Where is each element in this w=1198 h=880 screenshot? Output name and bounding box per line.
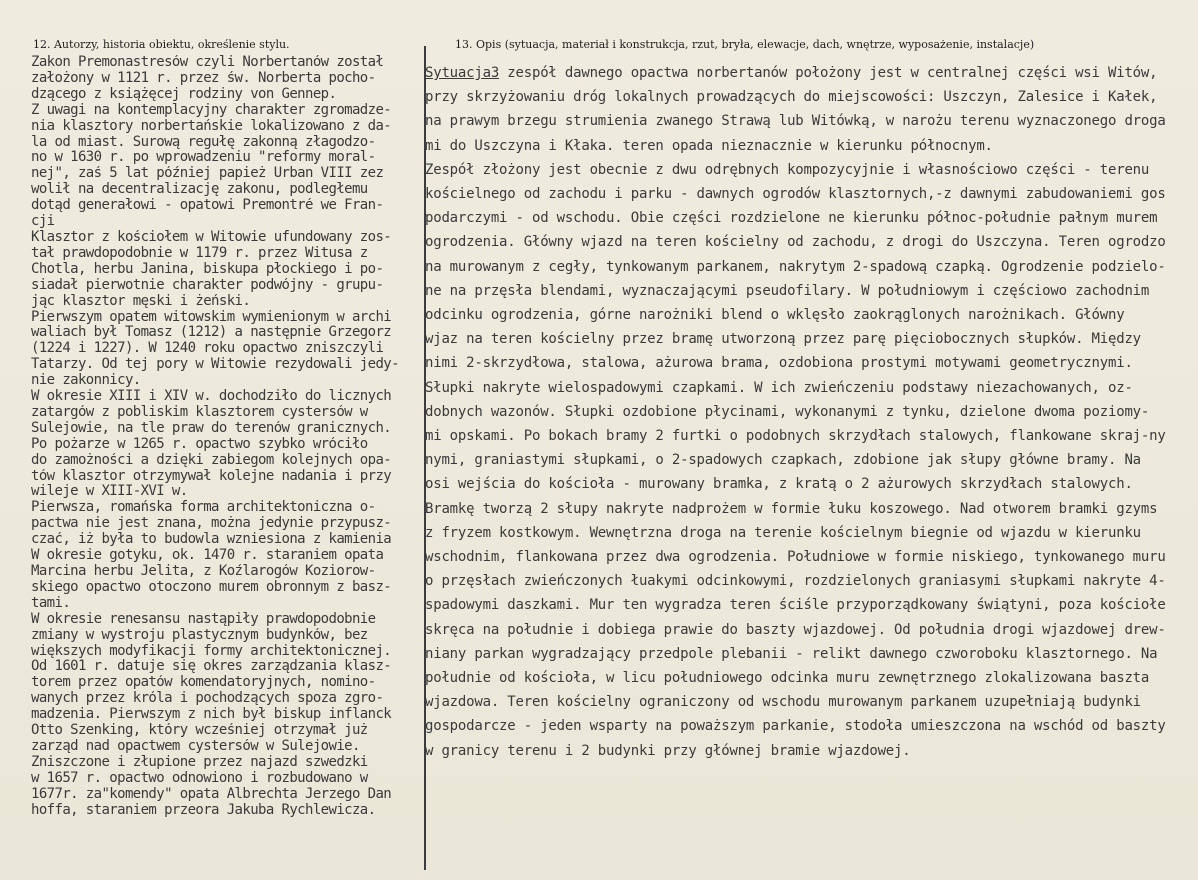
description-line: ne na przęsła blendami, wyznaczającymi pseudofilary. W południowym i częściowo zachodnim [425, 282, 1150, 299]
description-line: mi do Uszczyna i Kłaka. teren opada nieznacznie w kierunku północnym. [425, 137, 993, 154]
history-line: pactwa nie jest znana, można jedynie przypusz- [31, 516, 392, 532]
history-line: Po pożarze w 1265 r. opactwo szybko wróciło [31, 436, 368, 452]
history-line: Pierwsza, romańska forma architektoniczna o- [31, 500, 376, 516]
description-line: Słupki nakryte wielospadowymi czapkami. W ich zwieńczeniu podstawy niezachowanych, oz- [425, 379, 1133, 396]
history-line: wolił na decentralizację zakonu, podległemu [31, 182, 368, 198]
history-line: W okresie XIII i XIV w. dochodziło do licznych [31, 389, 392, 405]
history-line: zatargów z pobliskim klasztorem cystersów w [31, 404, 368, 420]
description-line: skręca na południe i dobiega prawie do baszty wjazdowej. Od południa drogi wjazdowej drew- [425, 621, 1166, 638]
history-line: 1677r. za"komendy" opata Albrechta Jerzego Dan [31, 786, 392, 802]
description-line: gospodarcze - jeden wsparty na poważszym parkanie, stodoła umieszczona na wschód od baszty [425, 718, 1166, 735]
description-line: odcinku ogrodzenia, górne narożniki blend o wklęsło zaokrąglonych narożnikach. Główny [425, 307, 1125, 324]
history-line: Z uwagi na kontemplacyjny charakter zgromadze- [31, 102, 392, 118]
description-line: w granicy terenu i 2 budynki przy głównej bramie wjazdowej. [425, 742, 911, 759]
description-line: wjazdowa. Teren kościelny ograniczony od wschodu murowanym parkanem uzupełniają budynki [425, 694, 1141, 711]
description-line: ogrodzenia. Główny wjazd na teren kościelny od zachodu, z drogi do Uszczyna. Teren ogrodzo [425, 234, 1166, 251]
description-line: kościelnego od zachodu i parku - dawnych ogrodów klasztornych,-z dawnymi zabudowaniemi gos [425, 186, 1166, 203]
history-line: większych modyfikacji formy architektonicznej. [31, 643, 392, 659]
history-line: zmiany w wystroju plastycznym budynków, bez [31, 627, 368, 643]
history-line: Marcina herbu Jelita, z Koźlarogów Koziorow- [31, 564, 376, 579]
history-line: Zniszczone i złupione przez najazd szwedzki [31, 754, 368, 770]
history-line: tów klasztor otrzymywał kolejne nadania i przy [31, 468, 392, 484]
description-line: spadowymi daszkami. Mur ten wygradza teren ściśle przyporządkowany świątyni, poza kościołe [425, 597, 1166, 614]
history-line: Chotla, herbu Janina, biskupa płockiego i po- [31, 261, 384, 277]
description-line: o przęsłach zwieńczonych łuakymi odcinkowymi, rozdzielonych graniasymi słupkami nakryte 4- [425, 573, 1166, 590]
description-line: osi wejścia do kościoła - murowany bramka, z kratą o 2 ażurowych skrzydłach stalowych. [425, 476, 1133, 493]
history-line: skiego opactwo otoczono murem obronnym z basz- [31, 579, 392, 595]
history-line: tami. [31, 595, 71, 611]
history-line: Od 1601 r. datuje się okres zarządzania klasz- [31, 659, 392, 675]
history-line: madzenia. Pierwszym z nich był biskup inflanck [31, 707, 392, 723]
description-line: z fryzem kostkowym. Wewnętrzna droga na terenie kościelnym biegnie od wjazdu w kierunku [425, 524, 1141, 541]
description-line: nimi 2-skrzydłowa, stalowa, ażurowa brama, ozdobiona prostymi motywami geometrycznymi. [425, 355, 1133, 372]
history-line: tał prawdopodobnie w 1179 r. przez Witusa z [31, 245, 368, 261]
description-line-rest: zespół dawnego opactwa norbertanów położony jest w centralnej części wsi Witów, [499, 65, 1158, 81]
history-line: la od miast. Surową regułę zakonną złagodzo- [31, 134, 376, 150]
description-text-column [425, 61, 1195, 763]
history-line: wanych przez króla i pochodzących spoza zgro- [31, 691, 384, 707]
description-line: południe od kościoła, w licu południowego odcinka muru zewnętrznego zlokalizowana baszta [425, 670, 1150, 687]
section-lead-word: Sytuacja3 [425, 65, 500, 81]
description-line: Zespół złożony jest obecnie z dwu odrębnych kompozycyjnie i własnościowo części - terenu [425, 161, 1150, 178]
history-line: do zamożności a dzięki zabiegom kolejnych opa- [31, 452, 392, 468]
history-line: nie zakonnicy. [31, 373, 141, 389]
history-line: Sulejowie, na tle praw do terenów granicznych. [31, 420, 392, 436]
history-line: Zakon Premonastresów czyli Norbertanów został [31, 55, 384, 70]
description-line: Bramkę tworzą 2 słupy nakryte nadprożem w formie łuku koszowego. Nad otworem bramki gzyms [425, 500, 1158, 517]
history-text-column [31, 55, 423, 819]
history-line: cji [31, 214, 55, 230]
history-line: wileje w XIII-XVI w. [31, 484, 188, 500]
description-line: przy skrzyżowaniu dróg lokalnych prowadzących do miejscowości: Uszczyn, Zalesice i Kałek, [425, 89, 1158, 106]
history-line: jąc klasztor męski i żeński. [31, 293, 251, 309]
description-line: dobnych wazonów. Słupki ozdobione płycinami, wykonanymi z tynku, dzielone dwoma poziomy- [425, 403, 1150, 420]
history-line: no w 1630 r. po wprowadzeniu "reformy moral- [31, 150, 376, 166]
description-line: na prawym brzegu strumienia zwanego Strawą lub Witówką, w narożu terenu wyznaczonego droga [425, 113, 1166, 130]
description-line: mi opskami. Po bokach bramy 2 furtki o podobnych skrzydłach stalowych, flankowane skraj-ny [425, 428, 1166, 445]
history-line: w 1657 r. opactwo odnowiono i rozbudowano w [31, 770, 368, 786]
history-line: hoffa, staraniem przeora Jakuba Rychlewicza. [31, 802, 376, 818]
history-line: W okresie gotyku, ok. 1470 r. staraniem opata [31, 548, 384, 564]
history-line: dzącego z książęcej rodziny von Gennep. [31, 86, 337, 102]
description-line: podarczymi - od wschodu. Obie części rozdzielone ne kierunku północ-południe pałnym murem [425, 210, 1158, 227]
history-line: dotąd generałowi - opatowi Premontré we Fran- [31, 198, 384, 214]
description-line: wjaz na teren kościelny przez bramę utworzoną przez parę pięciobocznych słupków. Między [425, 331, 1141, 348]
history-line: torem przez opatów komendatoryjnych, nomino- [31, 675, 376, 691]
history-line: Tatarzy. Od tej pory w Witowie rezydowali jedy- [31, 357, 399, 373]
description-line: nymi, graniastymi słupkami, o 2-spadowych czapkach, zdobione jak słupy główne bramy. Na [425, 452, 1141, 469]
history-line: czać, iż była to budowla wzniesiona z kamienia [31, 532, 392, 548]
history-line: nej", zaś 5 lat później papież Urban VIII zez [31, 166, 384, 182]
history-line: siadał pierwotnie charakter podwójny - grupu- [31, 277, 384, 293]
history-line: założony w 1121 r. przez św. Norberta pocho- [31, 70, 376, 86]
description-line [425, 61, 1195, 85]
left-column-header: 12. Autorzy, historia obiektu, określenie stylu. [33, 38, 290, 51]
description-line: niany parkan wygradzający przedpole plebanii - relikt dawnego czworoboku klasztornego. Na [425, 645, 1158, 662]
history-line: W okresie renesansu nastąpiły prawdopodobnie [31, 611, 376, 627]
history-line: Otto Szenking, który wcześniej otrzymał już [31, 723, 368, 739]
description-line: na murowanym z cegły, tynkowanym parkanem, nakrytym 2-spadową czapką. Ogrodzenie podzielo- [425, 258, 1166, 275]
right-column-header: 13. Opis (sytuacja, materiał i konstrukcja, rzut, bryła, elewacje, dach, wnętrze, wyposażenie, instalacje) [455, 38, 1035, 51]
history-line: waliach był Tomasz (1212) a następnie Grzegorz [31, 325, 392, 341]
history-line: Pierwszym opatem witowskim wymienionym w archi [31, 309, 392, 325]
history-line: nia klasztory norbertańskie lokalizowano z da- [31, 118, 392, 134]
description-line: wschodnim, flankowana przez dwa ogrodzenia. Południowe w formie niskiego, tynkowanego muru [425, 549, 1166, 566]
history-line: Klasztor z kościołem w Witowie ufundowany zos- [31, 229, 392, 245]
history-line: zarząd nad opactwem cystersów w Sulejowie. [31, 738, 360, 754]
history-line: (1224 i 1227). W 1240 roku opactwo zniszczyli [31, 341, 384, 357]
